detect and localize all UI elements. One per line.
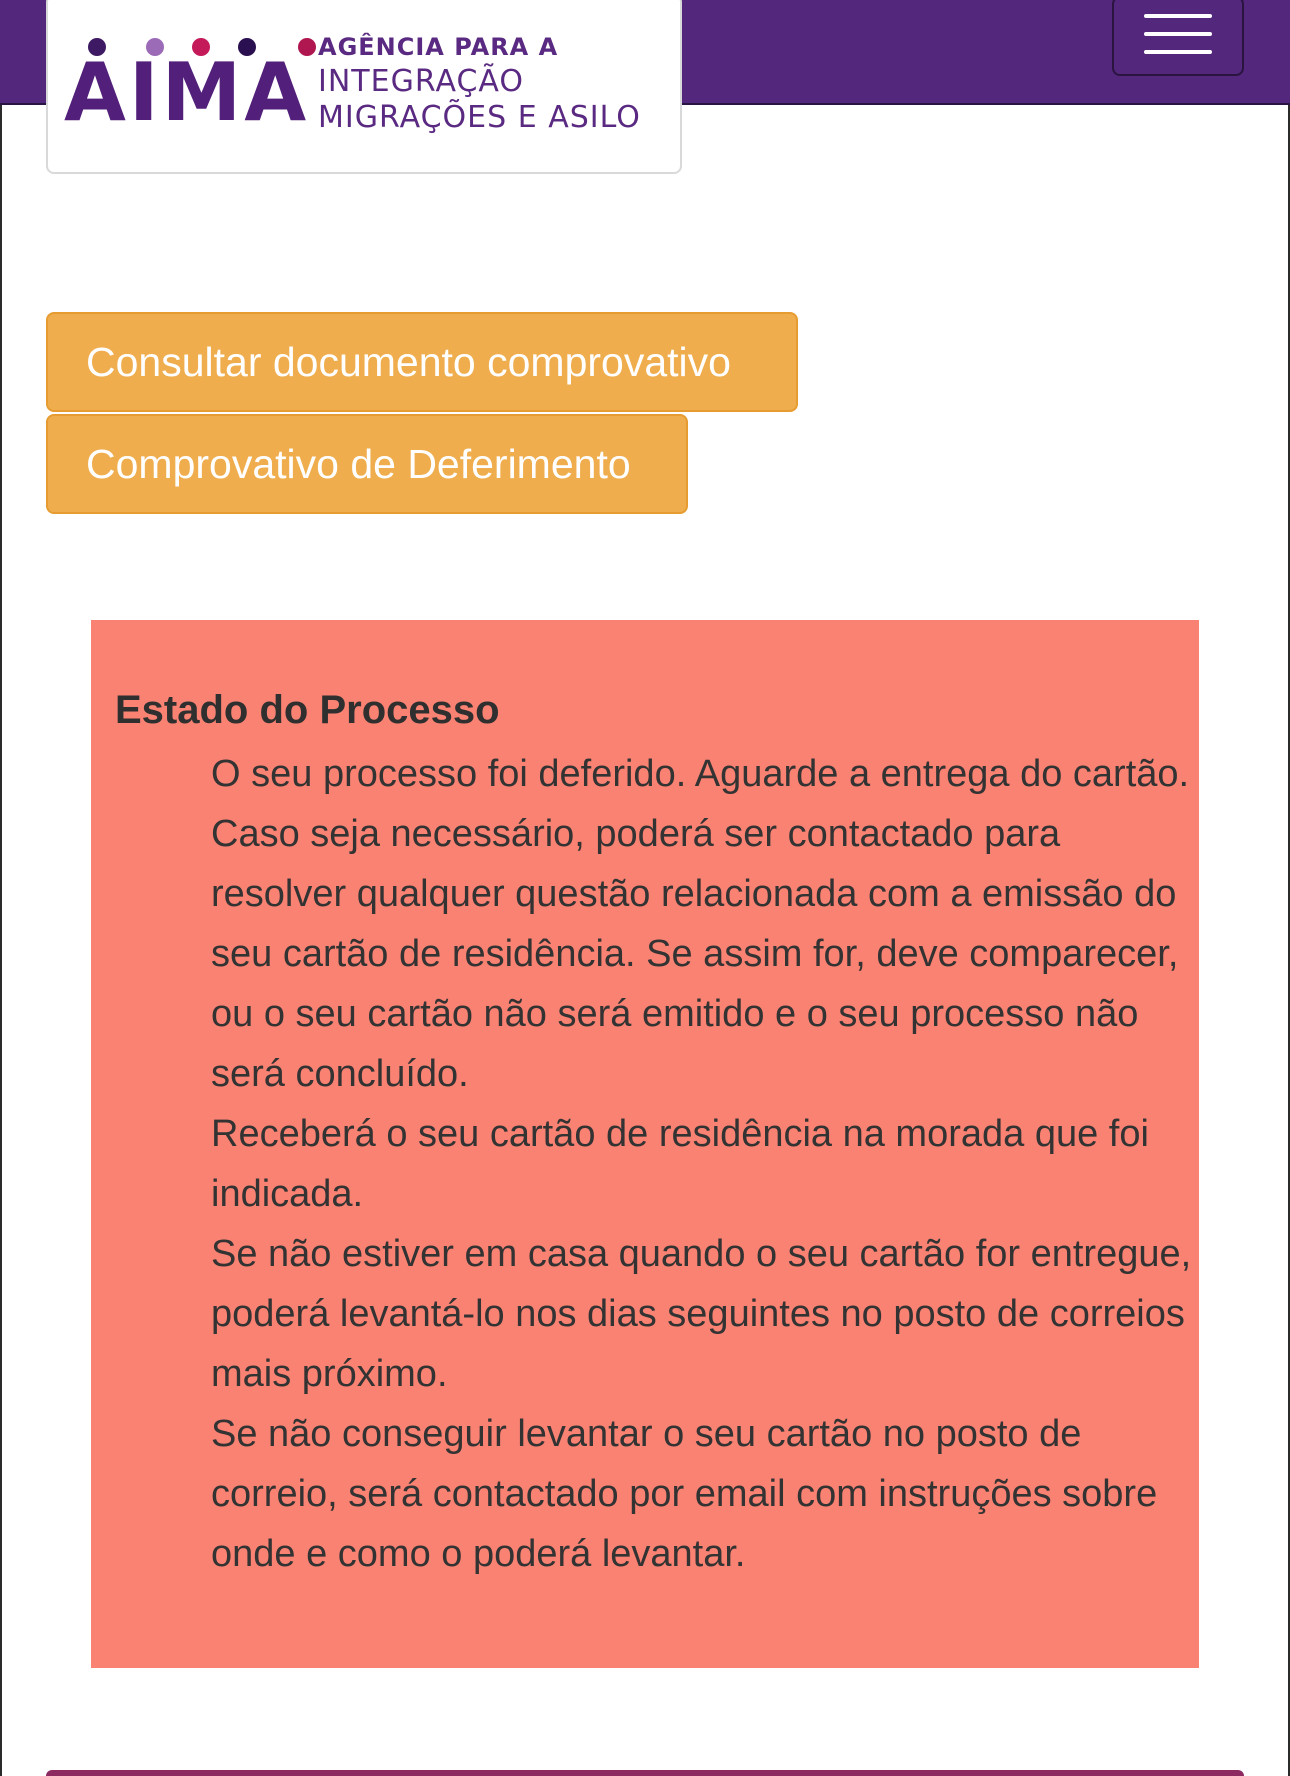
hamburger-bar	[1144, 14, 1212, 18]
logo-wordmark: AIMA	[64, 46, 310, 139]
status-message	[211, 744, 1201, 1584]
status-paragraph: Se não estiver em casa quando o seu cartão for entregue, poderá levantá-lo nos dias seguintes no posto de correios mais próximo.	[211, 1233, 1192, 1395]
consultar-documento-button[interactable]: Consultar documento comprovativo	[46, 312, 798, 412]
top-navbar	[0, 0, 1290, 139]
hamburger-bar	[1144, 50, 1212, 54]
logo-tagline-line3: MIGRAÇÕES E ASILO	[318, 100, 641, 135]
logo-tagline-line2: INTEGRAÇÃO	[318, 64, 524, 99]
logo-tagline-line1: AGÊNCIA PARA A	[318, 33, 559, 61]
status-paragraph: Receberá o seu cartão de residência na morada que foi indicada.	[211, 1113, 1149, 1215]
comprovativo-deferimento-button[interactable]: Comprovativo de Deferimento	[46, 414, 688, 514]
menu-toggle-button[interactable]	[1112, 0, 1244, 76]
status-paragraph: Se não conseguir levantar o seu cartão no posto de correio, será contactado por email com instruções sobre onde e como o poderá levantar.	[211, 1413, 1158, 1575]
logo-tagline	[318, 30, 641, 136]
status-paragraph: Caso seja necessário, poderá ser contactado para resolver qualquer questão relacionada com a emissão do seu cartão de residência. Se assim for, deve comparecer, ou o seu cartão não será emitido e o seu processo não será concluído.	[211, 813, 1179, 1095]
aima-logo[interactable]	[46, 0, 682, 174]
process-status-panel	[91, 620, 1199, 1668]
status-title: Estado do Processo	[115, 688, 500, 732]
footer-divider	[46, 1770, 1244, 1776]
hamburger-bar	[1144, 32, 1212, 36]
page-border-left	[0, 0, 2, 1776]
status-paragraph: O seu processo foi deferido. Aguarde a entrega do cartão.	[211, 753, 1190, 795]
